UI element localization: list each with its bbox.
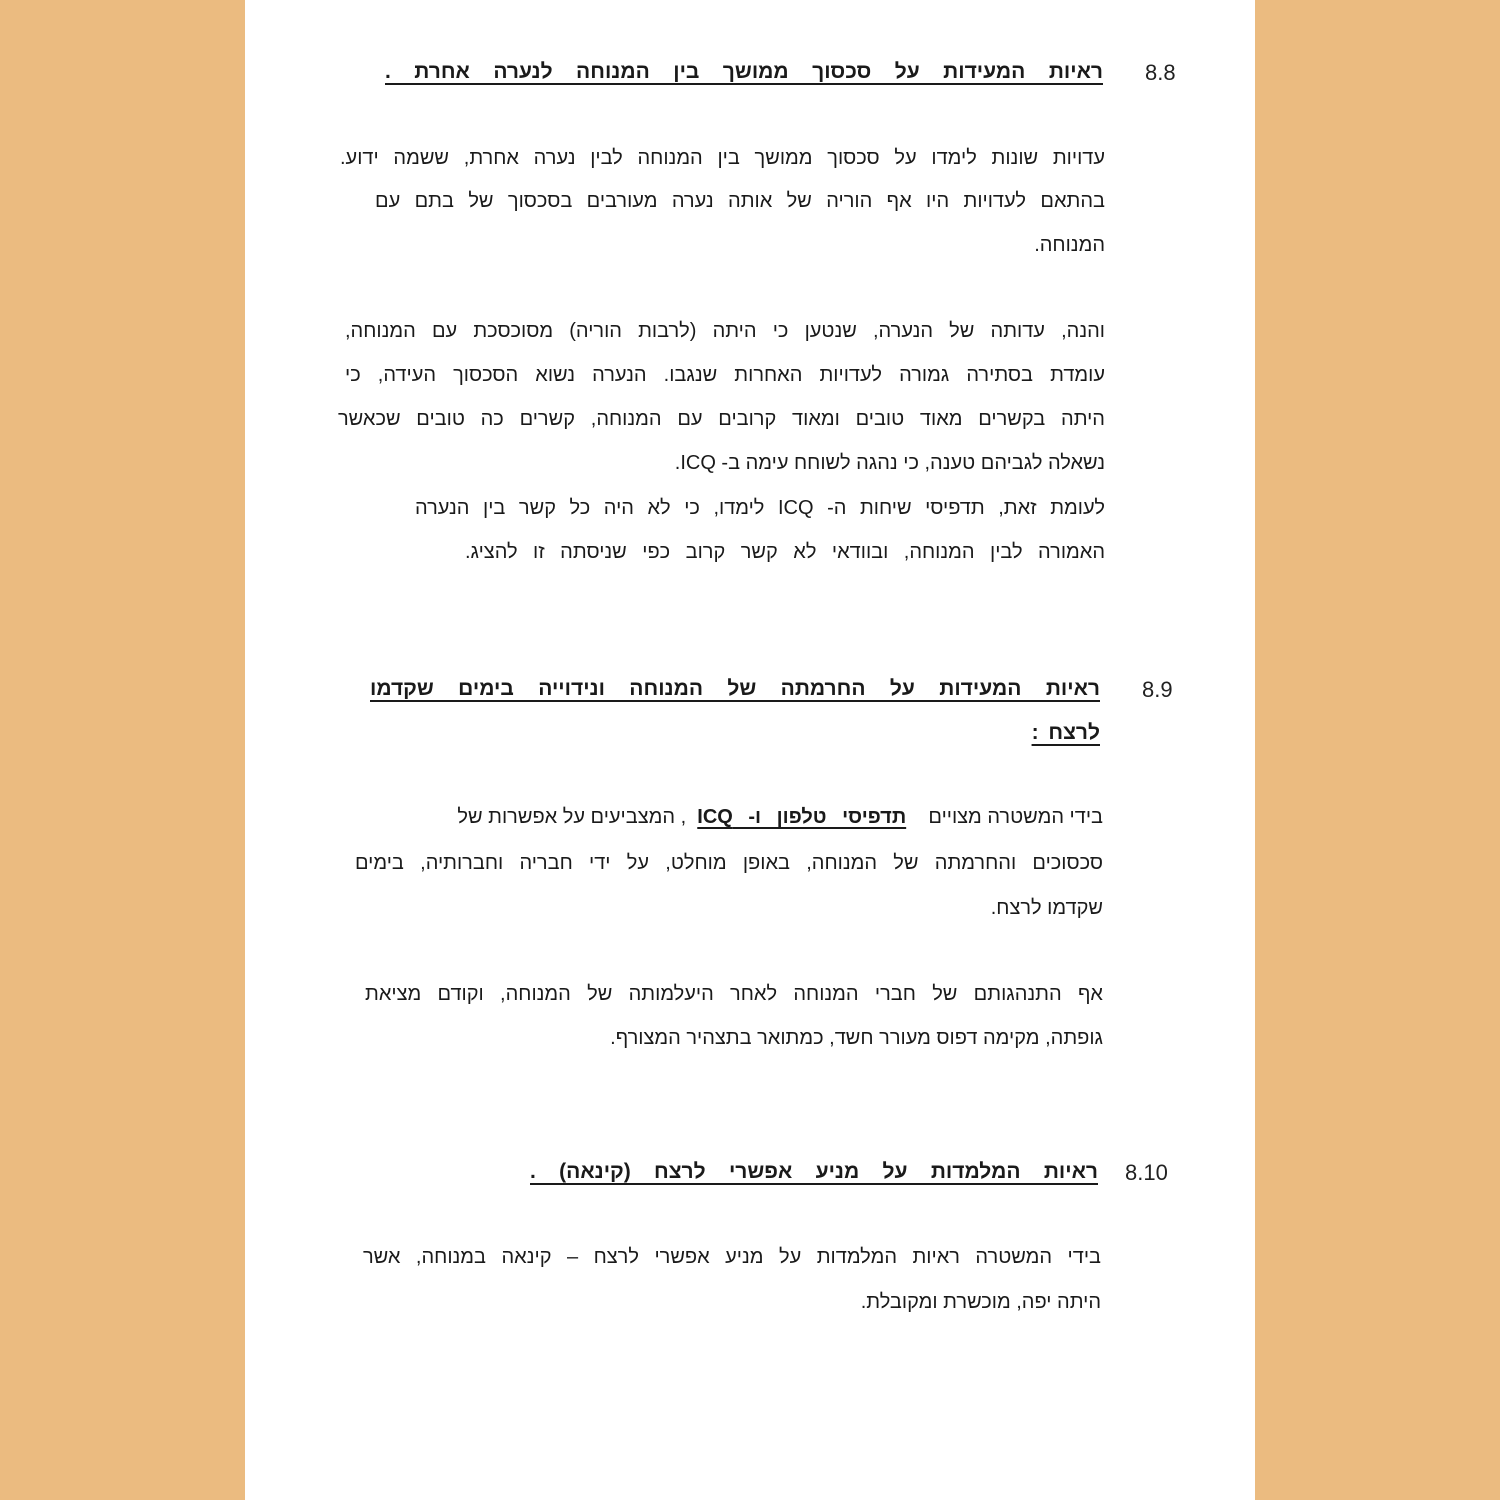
- paragraph-line: היתה בקשרים מאוד טובים ומאוד קרובים עם המנוחה, קשרים כה טובים שכאשר: [338, 408, 1105, 430]
- paragraph-line: לעומת זאת, תדפיסי שיחות ה- ICQ לימדו, כי לא היה כל קשר בין הנערה: [415, 497, 1105, 519]
- emphasized-text: תדפיסי טלפון ו- ICQ: [697, 806, 907, 828]
- paragraph-line: היתה יפה, מוכשרת ומקובלת.: [860, 1291, 1101, 1313]
- section-heading-8-10: ראיות המלמדות על מניע אפשרי לרצח (קינאה) .: [530, 1160, 1098, 1183]
- section-number-8-8: 8.8: [1145, 60, 1176, 85]
- paragraph-line: האמורה לבין המנוחה, ובוודאי לא קשר קרוב כפי שניסתה זו להציג.: [465, 541, 1105, 563]
- paragraph-line: שקדמו לרצח.: [990, 897, 1103, 919]
- paragraph-line: [363, 806, 1103, 829]
- section-number-8-9: 8.9: [1142, 677, 1173, 702]
- paragraph-line: עדויות שונות לימדו על סכסוך ממושך בין המנוחה לבין נערה אחרת, ששמה ידוע.: [340, 147, 1105, 169]
- paragraph-text: בידי המשטרה מצויים: [928, 806, 1103, 828]
- paragraph-line: סכסוכים והחרמתה של המנוחה, באופן מוחלט, על ידי חבריה וחברותיה, בימים: [355, 852, 1103, 874]
- section-heading-8-9-continued: לרצח :: [1031, 721, 1100, 744]
- paragraph-line: המנוחה.: [1034, 234, 1105, 256]
- paragraph-text: , המצביעים על אפשרות של: [457, 806, 687, 828]
- section-number-8-10: 8.10: [1125, 1160, 1168, 1185]
- document-page: [245, 0, 1255, 1500]
- paragraph-line: בהתאם לעדויות היו אף הוריה של אותה נערה מעורבים בסכסוך של בתם עם: [375, 190, 1105, 212]
- paragraph-line: אף התנהגותם של חברי המנוחה לאחר היעלמותה של המנוחה, וקודם מציאת: [365, 983, 1103, 1005]
- paragraph-line: גופתה, מקימה דפוס מעורר חשד, כמתואר בתצהיר המצורף.: [610, 1027, 1103, 1049]
- paragraph-line: נשאלה לגביהם טענה, כי נהגה לשוחח עימה ב- ICQ.: [674, 452, 1105, 474]
- section-heading-8-9: ראיות המעידות על החרמתה של המנוחה ונידוייה בימים שקדמו: [370, 677, 1100, 700]
- paragraph-line: בידי המשטרה ראיות המלמדות על מניע אפשרי לרצח – קינאה במנוחה, אשר: [363, 1246, 1101, 1268]
- paragraph-line: והנה, עדותה של הנערה, שנטען כי היתה (לרבות הוריה) מסוכסכת עם המנוחה,: [345, 320, 1105, 342]
- paragraph-line: עומדת בסתירה גמורה לעדויות האחרות שנגבו. הנערה נשוא הסכסוך העידה, כי: [345, 364, 1105, 386]
- section-heading-8-8: ראיות המעידות על סכסוך ממושך בין המנוחה לנערה אחרת .: [385, 60, 1103, 83]
